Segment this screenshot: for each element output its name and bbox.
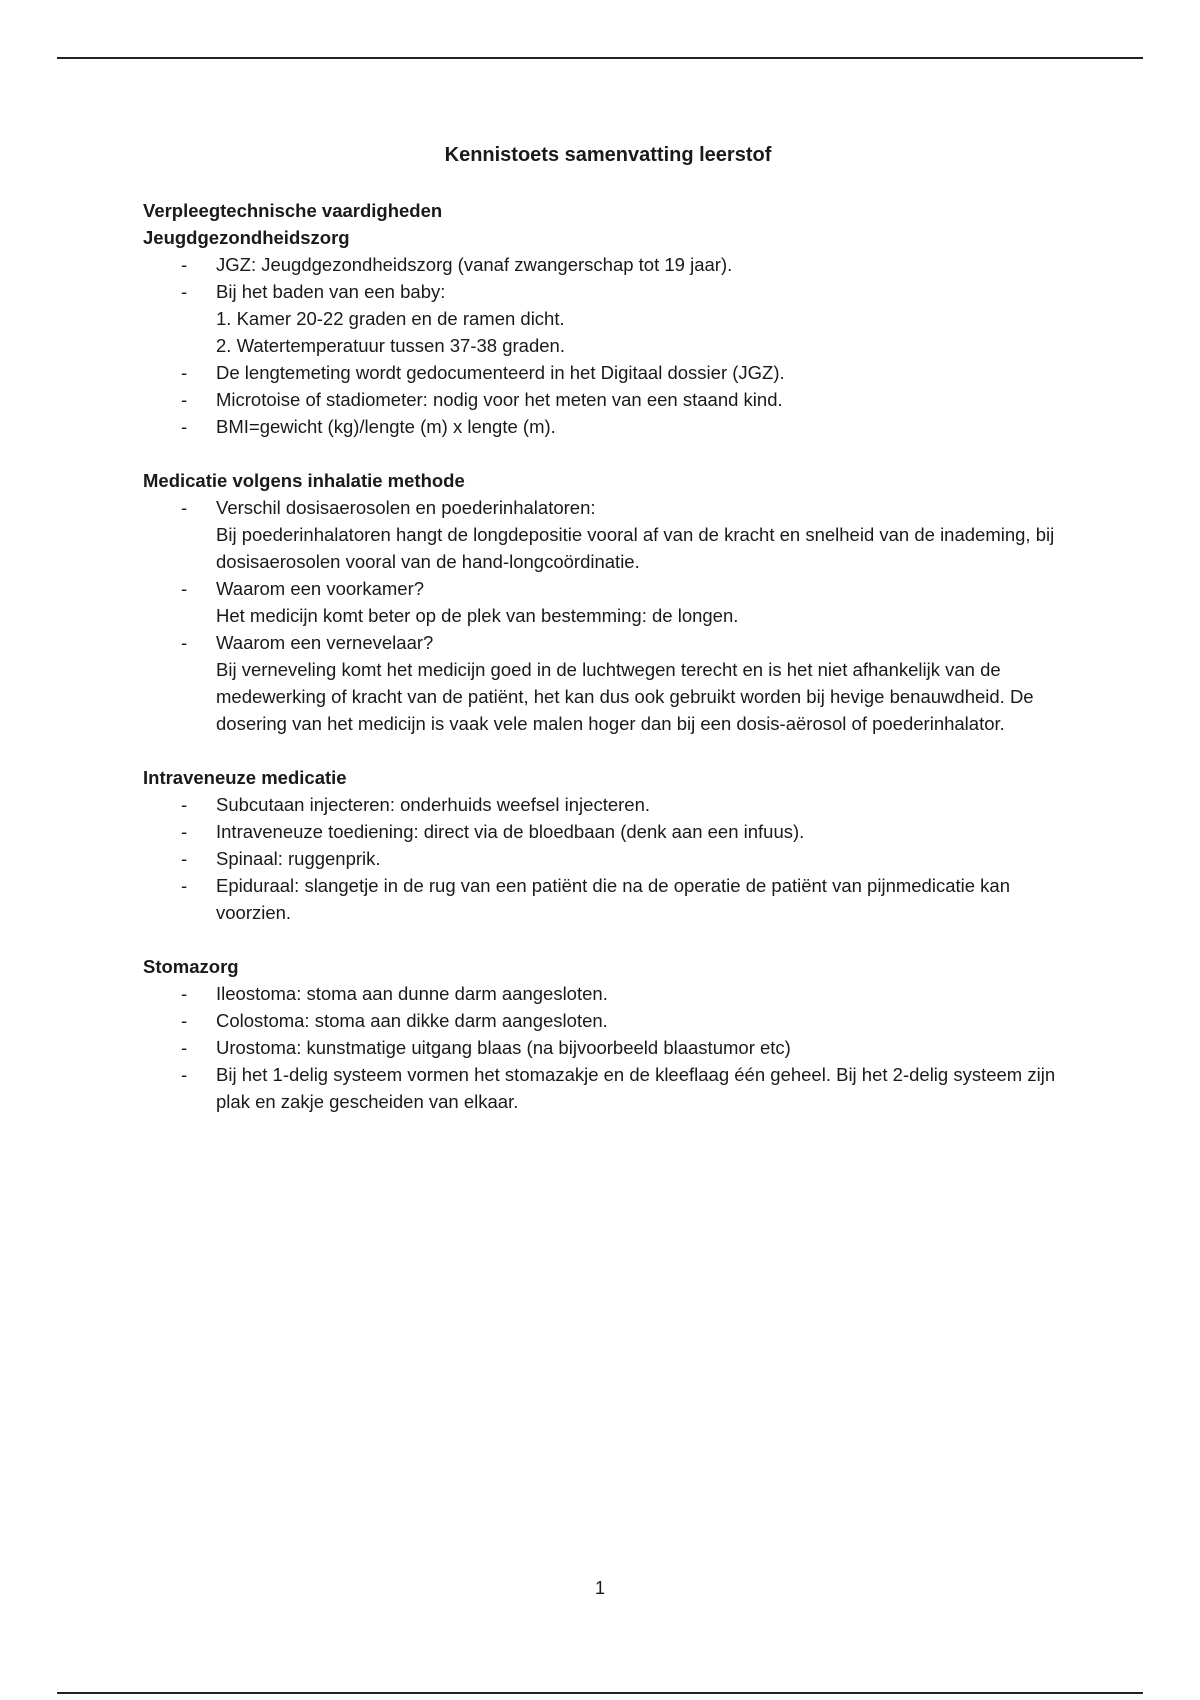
list-item-text: Ileostoma: stoma aan dunne darm aangesloten. <box>216 983 608 1004</box>
list-item-text: Subcutaan injecteren: onderhuids weefsel injecteren. <box>216 794 651 815</box>
list-item-text: Intraveneuze toediening: direct via de bloedbaan (denk aan een infuus). <box>216 821 805 842</box>
list-item-detail: 2. Watertemperatuur tussen 37-38 graden. <box>216 335 565 356</box>
list-item <box>143 386 1073 413</box>
list-item-text: Waarom een vernevelaar? <box>216 632 434 653</box>
section-medicatie-inhalatie <box>143 467 1073 737</box>
bullet-list <box>143 494 1073 737</box>
list-item-text: Verschil dosisaerosolen en poederinhalatoren: <box>216 497 596 518</box>
list-item-text: Colostoma: stoma aan dikke darm aangesloten. <box>216 1010 608 1031</box>
document-title: Kennistoets samenvatting leerstof <box>444 144 772 166</box>
list-item-detail: Het medicijn komt beter op de plek van bestemming: de longen. <box>216 605 739 626</box>
document-body <box>143 140 1073 1142</box>
list-item-text: BMI=gewicht (kg)/lengte (m) x lengte (m). <box>216 416 556 437</box>
list-item-text: Epiduraal: slangetje in de rug van een patiënt die na de operatie de patiënt van pijnmedicatie kan voorzien. <box>216 875 1011 923</box>
list-item <box>143 629 1073 737</box>
list-item-text: Bij het baden van een baby: <box>216 281 446 302</box>
list-item <box>143 278 1073 359</box>
list-item <box>143 251 1073 278</box>
header-rule <box>57 57 1143 59</box>
list-item <box>143 845 1073 872</box>
section-heading: Medicatie volgens inhalatie methode <box>143 470 465 491</box>
list-item-detail: 1. Kamer 20-22 graden en de ramen dicht. <box>216 308 565 329</box>
list-item <box>143 1061 1073 1115</box>
list-item-text: De lengtemeting wordt gedocumenteerd in het Digitaal dossier (JGZ). <box>216 362 785 383</box>
list-item-text: JGZ: Jeugdgezondheidszorg (vanaf zwangerschap tot 19 jaar). <box>216 254 733 275</box>
list-item-text: Waarom een voorkamer? <box>216 578 425 599</box>
list-item <box>143 359 1073 386</box>
list-item <box>143 980 1073 1007</box>
section-heading: Intraveneuze medicatie <box>143 767 347 788</box>
list-item <box>143 575 1073 629</box>
list-item-text: Spinaal: ruggenprik. <box>216 848 381 869</box>
list-item <box>143 791 1073 818</box>
bullet-list <box>143 791 1073 926</box>
list-item <box>143 494 1073 575</box>
list-item-text: Bij het 1-delig systeem vormen het stomazakje en de kleeflaag één geheel. Bij het 2-delig systeem zijn plak en zakje gescheiden van elkaar. <box>216 1064 1056 1112</box>
list-item-text: Urostoma: kunstmatige uitgang blaas (na bijvoorbeeld blaastumor etc) <box>216 1037 791 1058</box>
list-item <box>143 872 1073 926</box>
list-item <box>143 1034 1073 1061</box>
section-subheading: Jeugdgezondheidszorg <box>143 227 350 248</box>
bullet-list <box>143 980 1073 1115</box>
section-heading: Stomazorg <box>143 956 239 977</box>
section-verpleegtechnische-vaardigheden <box>143 197 1073 440</box>
section-intraveneuze-medicatie <box>143 764 1073 926</box>
list-item <box>143 1007 1073 1034</box>
list-item-detail: Bij verneveling komt het medicijn goed in de luchtwegen terecht en is het niet afhankelijk van de medewerking of kracht van de patiënt, het kan dus ook gebruikt worden bij hevige benauwdheid. De dosering van het medicijn is vaak vele malen hoger dan bij een dosis-aërosol of poederinhalator. <box>216 659 1034 734</box>
section-heading: Verpleegtechnische vaardigheden <box>143 200 443 221</box>
list-item <box>143 413 1073 440</box>
bullet-list <box>143 251 1073 440</box>
page-number: 1 <box>594 1578 605 1598</box>
list-item-text: Microtoise of stadiometer: nodig voor het meten van een staand kind. <box>216 389 783 410</box>
list-item-detail: Bij poederinhalatoren hangt de longdepositie vooral af van de kracht en snelheid van de inademing, bij dosisaerosolen vooral van de hand-longcoördinatie. <box>216 524 1055 572</box>
footer-rule <box>57 1692 1143 1694</box>
list-item <box>143 818 1073 845</box>
section-stomazorg <box>143 953 1073 1115</box>
